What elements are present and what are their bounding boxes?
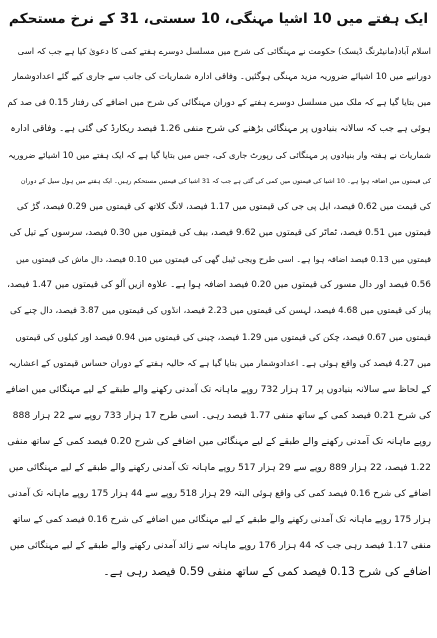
article-line: 1.22 فیصد، 22 ہزار 889 روپے سے 29 ہزار 517 روپے ماہانہ تک آمدنی رکھنے والے طبقے کے لیے مہنگائی میں [8, 461, 431, 473]
article-line: کی قیمتوں میں اضافہ ہوا ہے۔ 10 اشیا کی قیمتوں میں کمی کی گئی ہے جب کہ 31 اشیا کی قیمتیں مستحکم رہیں۔ ایک ہفتے میں ہول سیل کے دوران [20, 177, 431, 186]
article-line: شماریات نے ہفتہ وار بنیادوں پر مہنگائی کی رپورٹ جاری کی، جس میں بتایا گیا ہے کہ ایک ہفتے میں 10 اشیائے ضروریہ [8, 150, 431, 161]
article-line: میں بتایا گیا ہے کہ ملک میں مسلسل دوسرے ہفتے کے دوران مہنگائی کی شرح میں اضافے کی رفتار 0.15 فی صد کم [7, 98, 431, 109]
article-line: ہزار 175 روپے ماہانہ تک آمدنی رکھنے والے طبقے کے لیے مہنگائی میں اضافے کی شرح 0.16 فیصد کمی کے ساتھ [12, 514, 431, 525]
article-line: منفی 1.17 فیصد رہی جب کہ 44 ہزار 176 روپے ماہانہ سے زائد آمدنی رکھنے والے طبقے کے لیے مہنگائی میں [9, 539, 431, 551]
article-line: ہوئی ہے جب کہ سالانہ بنیادوں پر مہنگائی بڑھنے کی شرح منفی 1.26 فیصد ریکارڈ کی گئی ہے۔ وفاقی ادارہ [10, 123, 431, 135]
article-line: پیاز کی قیمتوں میں 4.68 فیصد، لہسن کی قیمتوں میں 2.23 فیصد، انڈوں کی قیمتوں میں 3.87 فیصد، دال چنے کی [10, 306, 431, 317]
article-line: کی قیمت میں 0.62 فیصد، ایل پی جی کی قیمتوں میں 1.17 فیصد، لانگ کلاتھ کی قیمتوں میں 0.29 فیصد، گڑ کی [16, 202, 431, 213]
article-line: اضافے کی شرح 0.13 فیصد کمی کے ساتھ منفی 0.59 فیصد رہی ہے۔ [103, 564, 431, 578]
article-line: اسلام آباد(مانیٹرنگ ڈیسک) حکومت نے مہنگائی کی شرح میں مسلسل دوسرے ہفتے کمی کا دعویٰ کیا ہے جب کہ اسی [17, 46, 431, 56]
article-line: کے لحاظ سے سالانہ بنیادوں پر 17 ہزار 732 روپے ماہانہ تک آمدنی رکھنے والے طبقے کے لیے مہنگائی میں اضافے [6, 383, 431, 395]
article-line: اضافے کی شرح 0.16 فیصد کمی کی واقع ہوئی البتہ 29 ہزار 518 روپے سے 44 ہزار 175 روپے ماہانہ تک آمدنی [7, 488, 431, 499]
article-line: قیمتوں میں 0.13 فیصد اضافہ ہوا ہے۔ اسی طرح ویجی ٹیبل گھی کی قیمتوں میں 0.10 فیصد، دال ماش کی قیمتوں میں [16, 254, 431, 265]
article-line: قیمتوں میں 0.67 فیصد، چکن کی قیمتوں میں 1.29 فیصد، چینی کی قیمتوں میں 0.94 فیصد اور کیلوں کی قیمتوں [15, 332, 431, 343]
article-line: روپے ماہانہ تک آمدنی رکھنے والے طبقے کے لیے مہنگائی میں اضافے کی شرح 0.20 فیصد کمی کے ساتھ منفی [7, 435, 431, 447]
article-line: دورانیے میں 10 اشیائے ضروریہ مزید مہنگی ہوگئیں۔ وفاقی ادارہ شماریات کی جانب سے جاری کیے گئے اعدادوشمار [12, 72, 431, 83]
headline: ایک ہفتے میں 10 اشیا مہنگی، 10 سستی، 31 کے نرخ مستحکم [8, 11, 429, 27]
article-line: میں 4.27 فیصد کی واقع ہوئی ہے۔ اعدادوشمار میں بتایا گیا ہے کہ حالیہ ہفتے کے دوران حساس قیمتوں کے اعشاریہ [8, 358, 431, 369]
article-line: قیمتوں میں 0.51 فیصد، ٹماٹر کی قیمتوں میں 9.62 فیصد، بیف کی قیمتوں میں 0.30 فیصد، سرسوں کے تیل کی [9, 228, 431, 239]
article-line: کی شرح 0.21 فیصد کمی کے ساتھ منفی 1.77 فیصد رہی۔ اسی طرح 17 ہزار 733 روپے سے 22 ہزار 888 [12, 409, 431, 421]
article-line: 0.56 فیصد اور دال مسور کی قیمتوں میں 0.20 فیصد اضافہ ہوا ہے۔ علاوہ ازیں آلو کی قیمتوں میں 1.47 فیصد، [7, 280, 431, 291]
article-body [6, 38, 431, 585]
